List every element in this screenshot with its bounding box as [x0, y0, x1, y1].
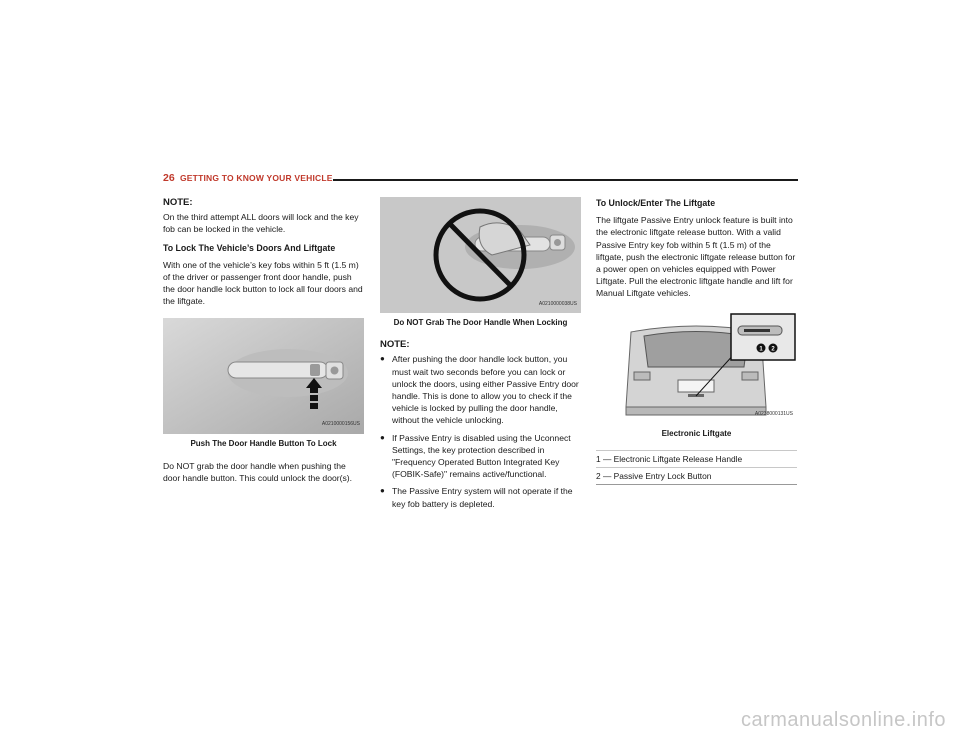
callout-1: 1 — [759, 346, 763, 353]
warning-paragraph: Do NOT grab the door handle when pushing the door handle button. This could unlock the door(s). — [163, 460, 353, 484]
column-middle — [380, 197, 581, 515]
note-bullets — [380, 353, 581, 509]
note-label: NOTE: — [380, 339, 410, 351]
liftgate-paragraph: The liftgate Passive Entry unlock feature is built into the electronic liftgate release button. With a valid Passive Entry key fob within 5 ft (1.5 m) of the liftgate, push the electronic liftgate release button for a power open on vehicles equipped with Power Liftgate. Pull the electronic liftgate handle and lift for Manual Liftgate vehicles. — [596, 215, 796, 299]
liftgate-figure — [596, 312, 797, 424]
bullet-icon: ● — [380, 354, 385, 364]
figure-code: A0210000156US — [321, 421, 360, 428]
table-row: 2 — Passive Entry Lock Button — [596, 468, 797, 485]
header-rule — [333, 179, 798, 181]
note-label: NOTE: — [163, 197, 193, 208]
list-item: ● After pushing the door handle lock button, you must wait two seconds before you can lock or unlock the doors, using either Passive Entry door handle. This is done to allow you to check if the vehicle is locked by pulling the door handle, without the vehicle unlocking. — [380, 354, 579, 426]
page-header — [163, 172, 798, 186]
lock-heading: To Lock The Vehicle’s Doors And Liftgate — [163, 242, 336, 253]
note-text: On the third attempt ALL doors will lock and the key fob can be locked in the vehicle. — [163, 212, 359, 235]
figure-code: A0238000131US — [754, 411, 793, 418]
liftgate-heading: To Unlock/Enter The Liftgate — [596, 198, 716, 208]
no-grab-illustration — [380, 197, 581, 313]
figure-caption: Electronic Liftgate — [661, 428, 732, 438]
table-row: 1 — Electronic Liftgate Release Handle — [596, 450, 797, 467]
bullet-icon: ● — [380, 432, 385, 442]
bullet-icon: ● — [380, 486, 385, 496]
door-handle-illustration — [163, 318, 364, 434]
section-title: GETTING TO KNOW YOUR VEHICLE — [180, 173, 333, 183]
page-number: 26 — [163, 172, 175, 184]
watermark: carmanualsonline.info — [740, 709, 946, 731]
figure-code: A0210000038US — [538, 300, 577, 307]
lock-paragraph: With one of the vehicle’s key fobs within 5 ft (1.5 m) of the driver or passenger front door handle, push the door handle lock button to lock all four doors and the liftgate. — [163, 259, 363, 307]
liftgate-illustration — [596, 312, 797, 424]
list-item: ● The Passive Entry system will not operate if the key fob battery is depleted. — [380, 486, 573, 509]
no-grab-figure — [380, 197, 581, 313]
column-left — [163, 197, 364, 490]
callout-2: 2 — [771, 346, 775, 353]
column-right — [596, 197, 797, 485]
list-item: ● If Passive Entry is disabled using the Uconnect Settings, the key protection described in "Frequency Operated Button Integrated Key (FOBIK-Safe)" remains active/functional. — [380, 432, 571, 480]
figure-legend — [596, 450, 797, 485]
door-handle-figure — [163, 318, 364, 434]
figure-caption: Do NOT Grab The Door Handle When Locking — [393, 318, 568, 327]
figure-caption: Push The Door Handle Button To Lock — [190, 438, 337, 448]
